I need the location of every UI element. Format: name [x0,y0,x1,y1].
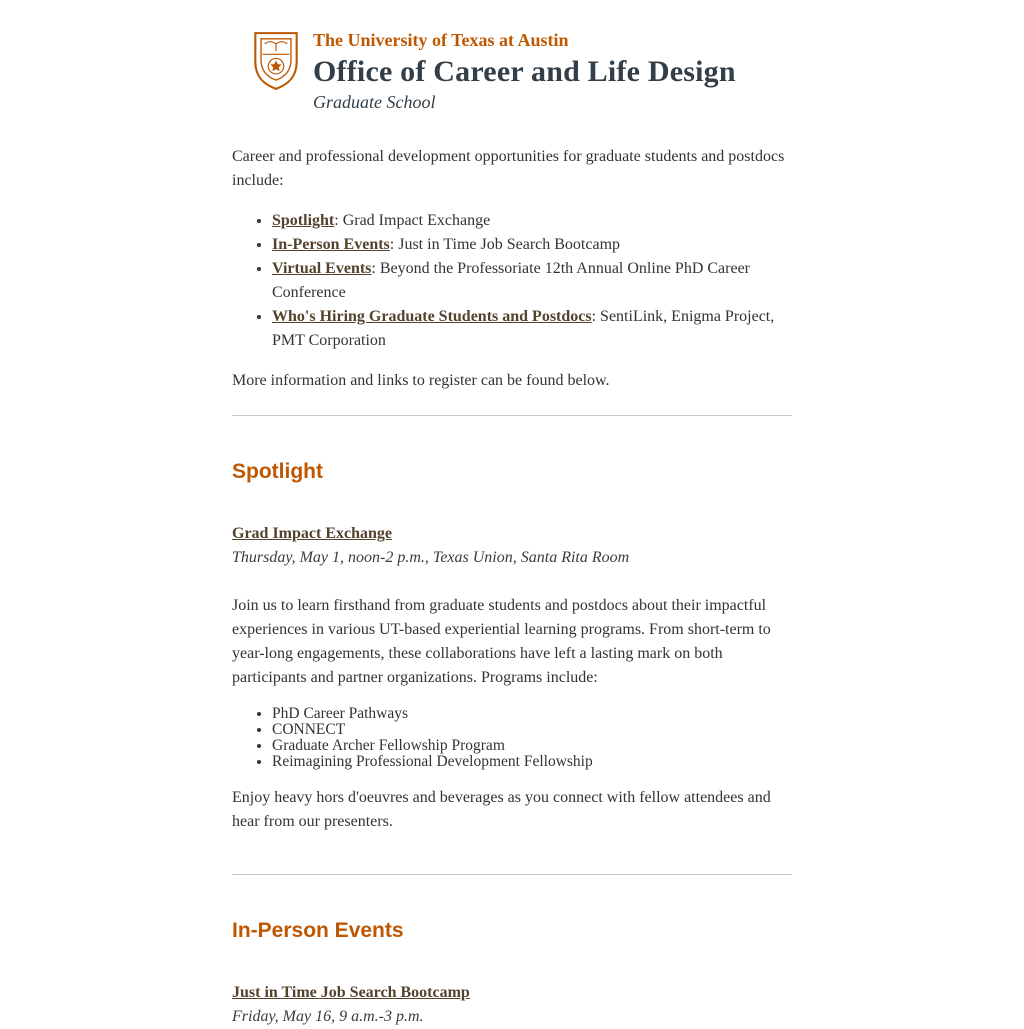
grad-impact-exchange-link[interactable]: Grad Impact Exchange [232,525,392,543]
masthead [252,28,792,113]
list-item [272,738,792,754]
intro-paragraph: Career and professional development opportunities for graduate students and postdocs include: [232,148,785,190]
in-person-events-link[interactable]: In-Person Events [272,236,390,254]
school-name: Graduate School [313,91,436,112]
spotlight-heading: Spotlight [232,460,323,484]
section-divider [232,415,792,416]
list-item-text: : SentiLink, Enigma Project, PMT Corporation [272,308,775,350]
whos-hiring-link[interactable]: Who's Hiring Graduate Students and Postdocs [272,308,592,326]
event-description: Join us to learn firsthand from graduate students and postdocs about their impactful experiences in various UT-based experiential learning programs. From short-term to year-long engagements, these collaborations have left a lasting mark on both participants and partner organizations. Programs include: [232,597,771,687]
email-body [232,0,792,1029]
university-name: The University of Texas at Austin [313,30,569,50]
list-item [272,233,792,257]
event-title [232,981,792,1005]
spotlight-link[interactable]: Spotlight [272,212,335,230]
opportunities-list [232,209,792,353]
program-name: CONNECT [272,721,346,739]
event-closing-text: Enjoy heavy hors d'oeuvres and beverages as you connect with fellow attendees and hear from our presenters. [232,789,771,831]
virtual-events-link[interactable]: Virtual Events [272,260,372,278]
event-datetime: Friday, May 16, 9 a.m.-3 p.m. [232,1008,424,1026]
list-item [272,209,792,233]
masthead-text [313,28,736,113]
list-item-text: : Just in Time Job Search Bootcamp [389,236,621,254]
list-item [272,754,792,770]
event-title [232,522,792,546]
list-item-text: : Grad Impact Exchange [334,212,491,230]
list-item [272,706,792,722]
list-item [272,257,792,305]
program-name: Graduate Archer Fellowship Program [272,737,505,755]
program-name: Reimagining Professional Development Fellowship [272,753,593,771]
list-item [272,722,792,738]
event-datetime: Thursday, May 1, noon-2 p.m., Texas Union, Santa Rita Room [232,549,630,567]
list-item-text: : Beyond the Professoriate 12th Annual Online PhD Career Conference [272,260,750,302]
job-search-bootcamp-link[interactable]: Just in Time Job Search Bootcamp [232,984,470,1002]
more-info-text: More information and links to register can be found below. [232,372,610,390]
ut-shield-icon [252,30,300,97]
programs-list [232,706,792,770]
office-title: Office of Career and Life Design [313,54,736,88]
program-name: PhD Career Pathways [272,705,409,723]
list-item [272,305,792,353]
section-divider [232,874,792,875]
in-person-events-heading: In-Person Events [232,919,404,943]
